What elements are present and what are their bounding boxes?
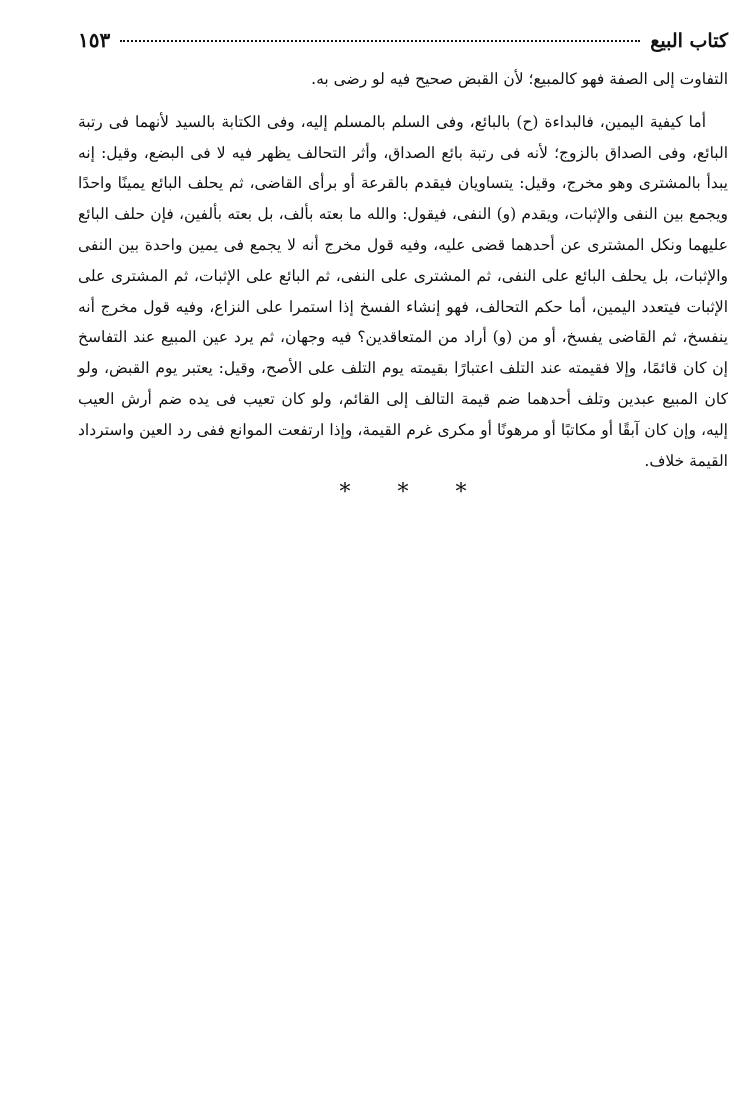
chapter-title: كتاب البيع xyxy=(650,30,728,52)
paragraph-continuation: التفاوت إلى الصفة فهو كالمبيع؛ لأن القبض صحيح فيه لو رضى به. xyxy=(311,70,728,88)
book-page xyxy=(78,28,728,505)
page-number: ١٥٣ xyxy=(78,28,111,52)
running-header xyxy=(78,28,728,62)
header-dot-leader xyxy=(120,40,640,42)
paragraph-oath-procedure: أما كيفية اليمين، فالبداءة (ح) بالبائع، وفى السلم بالمسلم إليه، وفى الكتابة بالسيد لأنهما فى رتبة البائع، وفى الصداق بالزوج؛ لأنه فى رتبة بائع الصداق، وأثر التحالف يظهر فيه لا فى البضع، وقيل: إنه يبدأ بالمشترى وهو مخرج، وقيل: يتساويان فيقدم بالقرعة أو برأى القاضى، ثم يحلف البائع يمينًا واحدًا ويجمع بين النفى والإثبات، ويقدم (و) النفى، فيقول: والله ما بعته بألف، بل بعته بألفين، فإن حلف البائع عليهما ونكل المشترى عن أحدهما قضى عليه، وفيه قول مخرج أنه لا يجمع فى يمين واحدة بين النفى والإثبات، بل يحلف البائع على النفى، ثم المشترى على النفى، ثم البائع على الإثبات، ثم المشترى على الإثبات فيتعدد اليمين، أما حكم التحالف، فهو إنشاء الفسخ إذا استمرا على النزاع، وفيه قول مخرج أنه ينفسخ، ثم القاضى يفسخ، أو من (و) أراد من المتعاقدين؟ فيه وجهان، ثم يرد عين المبيع عند التفاسخ إن كان قائمًا، وإلا فقيمته عند التلف اعتبارًا بقيمته يوم التلف على الأصح، وقيل: يعتبر يوم القبض، ولو كان المبيع عبدين وتلف أحدهما ضم قيمة التالف إلى القائم، ولو كان تعيب فى يده ضم أرش العيب إليه، وإن كان آبقًا أو مكاتبًا أو مرهونًا أو مكرى غرم القيمة، وإذا ارتفعت الموانع ففى رد العين واسترداد القيمة خلاف. xyxy=(78,112,728,470)
section-separator: * * * xyxy=(339,480,487,506)
